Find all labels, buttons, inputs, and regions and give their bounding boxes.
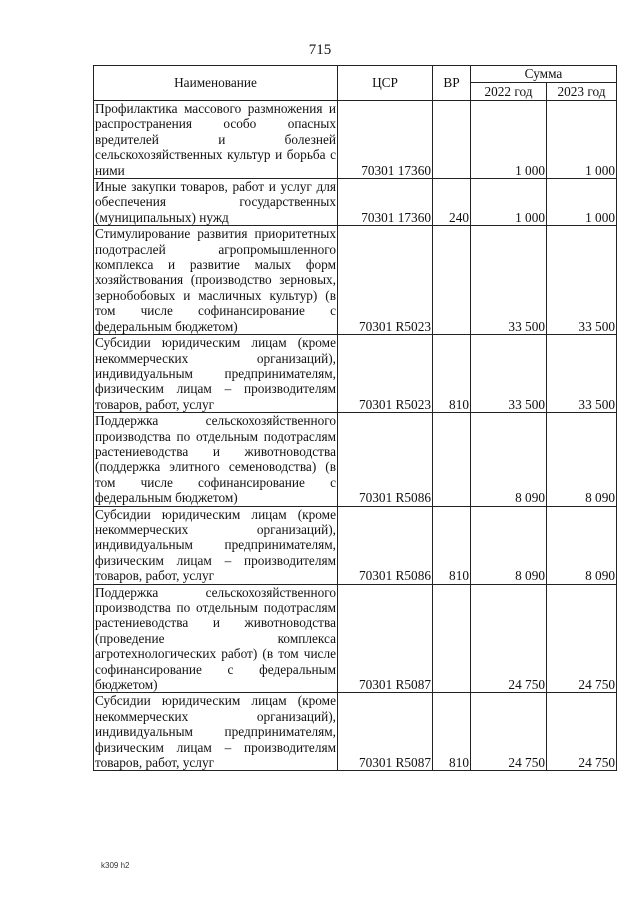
row-csr-cell: 70301 R5086 <box>338 413 433 506</box>
row-2023-amount-cell: 33 500 <box>547 335 617 413</box>
row-vr-cell: 810 <box>433 693 471 771</box>
row-2022-amount-cell: 33 500 <box>471 226 547 335</box>
page-number: 715 <box>308 42 332 58</box>
table-row <box>94 226 617 335</box>
row-vr-cell: 810 <box>433 335 471 413</box>
row-2023-amount-cell: 33 500 <box>547 226 617 335</box>
row-csr-cell: 70301 R5086 <box>338 506 433 584</box>
row-2023-amount-cell: 8 090 <box>547 506 617 584</box>
column-header-csr: ЦСР <box>338 66 433 101</box>
row-name-cell: Субсидии юридическим лицам (кроме некоммерческих организаций), индивидуальным предпринимателям, физическим лицам – производителям товаров, работ, услуг <box>95 506 336 584</box>
row-2023-amount-cell: 1 000 <box>547 179 617 226</box>
row-2022-amount-cell: 24 750 <box>471 584 547 693</box>
row-vr-cell <box>433 101 471 179</box>
row-2022-amount-cell: 33 500 <box>471 335 547 413</box>
column-header-2023: 2023 год <box>547 83 617 101</box>
budget-table <box>93 65 617 771</box>
row-csr-cell: 70301 R5087 <box>338 693 433 771</box>
row-2022-amount-cell: 1 000 <box>471 101 547 179</box>
column-header-sum: Сумма <box>471 66 617 83</box>
table-row <box>94 693 617 771</box>
footer-code: k309 h2 <box>101 861 130 870</box>
row-vr-cell <box>433 413 471 506</box>
row-2022-amount-cell: 8 090 <box>471 413 547 506</box>
row-csr-cell: 70301 R5087 <box>338 584 433 693</box>
row-2022-amount-cell: 1 000 <box>471 179 547 226</box>
row-name-cell: Стимулирование развития приоритетных подотраслей агропромышленного комплекса и развитие малых форм хозяйствования (производство зерновых, зернобобовых и масличных культур) (в том числе софинансирование с федеральным бюджетом) <box>95 226 336 334</box>
column-header-vr: ВР <box>433 66 471 101</box>
row-csr-cell: 70301 R5023 <box>338 335 433 413</box>
row-2023-amount-cell: 1 000 <box>547 101 617 179</box>
row-vr-cell: 810 <box>433 506 471 584</box>
row-name-cell: Профилактика массового размножения и распространения особо опасных вредителей и болезней сельскохозяйственных культур и борьба с ними <box>95 101 336 178</box>
row-vr-cell <box>433 226 471 335</box>
table-row <box>94 179 617 226</box>
table-row <box>94 584 617 693</box>
row-2022-amount-cell: 24 750 <box>471 693 547 771</box>
row-2023-amount-cell: 24 750 <box>547 693 617 771</box>
column-header-name: Наименование <box>94 66 338 101</box>
row-vr-cell: 240 <box>433 179 471 226</box>
row-vr-cell <box>433 584 471 693</box>
table-row <box>94 101 617 179</box>
column-header-2022: 2022 год <box>471 83 547 101</box>
row-csr-cell: 70301 17360 <box>338 101 433 179</box>
row-name-cell: Поддержка сельскохозяйственного производства по отдельным подотраслям растениеводства и животноводства (проведение комплекса агротехнологических работ) (в том числе софинансирование с федеральным бюджетом) <box>95 584 336 693</box>
row-name-cell: Поддержка сельскохозяйственного производства по отдельным подотраслям растениеводства и животноводства (поддержка элитного семеноводства) (в том числе софинансирование с федеральным бюджетом) <box>95 413 336 506</box>
table-row <box>94 335 617 413</box>
row-2023-amount-cell: 8 090 <box>547 413 617 506</box>
row-name-cell: Субсидии юридическим лицам (кроме некоммерческих организаций), индивидуальным предпринимателям, физическим лицам – производителям товаров, работ, услуг <box>95 335 336 412</box>
table-header-row <box>94 66 617 83</box>
table-body <box>94 101 617 771</box>
table-row <box>94 506 617 584</box>
table-row <box>94 413 617 506</box>
row-2023-amount-cell: 24 750 <box>547 584 617 693</box>
row-name-cell: Иные закупки товаров, работ и услуг для обеспечения государственных (муниципальных) нужд <box>95 179 336 225</box>
row-name-cell: Субсидии юридическим лицам (кроме некоммерческих организаций), индивидуальным предпринимателям, физическим лицам – производителям товаров, работ, услуг <box>95 693 336 771</box>
row-csr-cell: 70301 17360 <box>338 179 433 226</box>
row-2022-amount-cell: 8 090 <box>471 506 547 584</box>
row-csr-cell: 70301 R5023 <box>338 226 433 335</box>
